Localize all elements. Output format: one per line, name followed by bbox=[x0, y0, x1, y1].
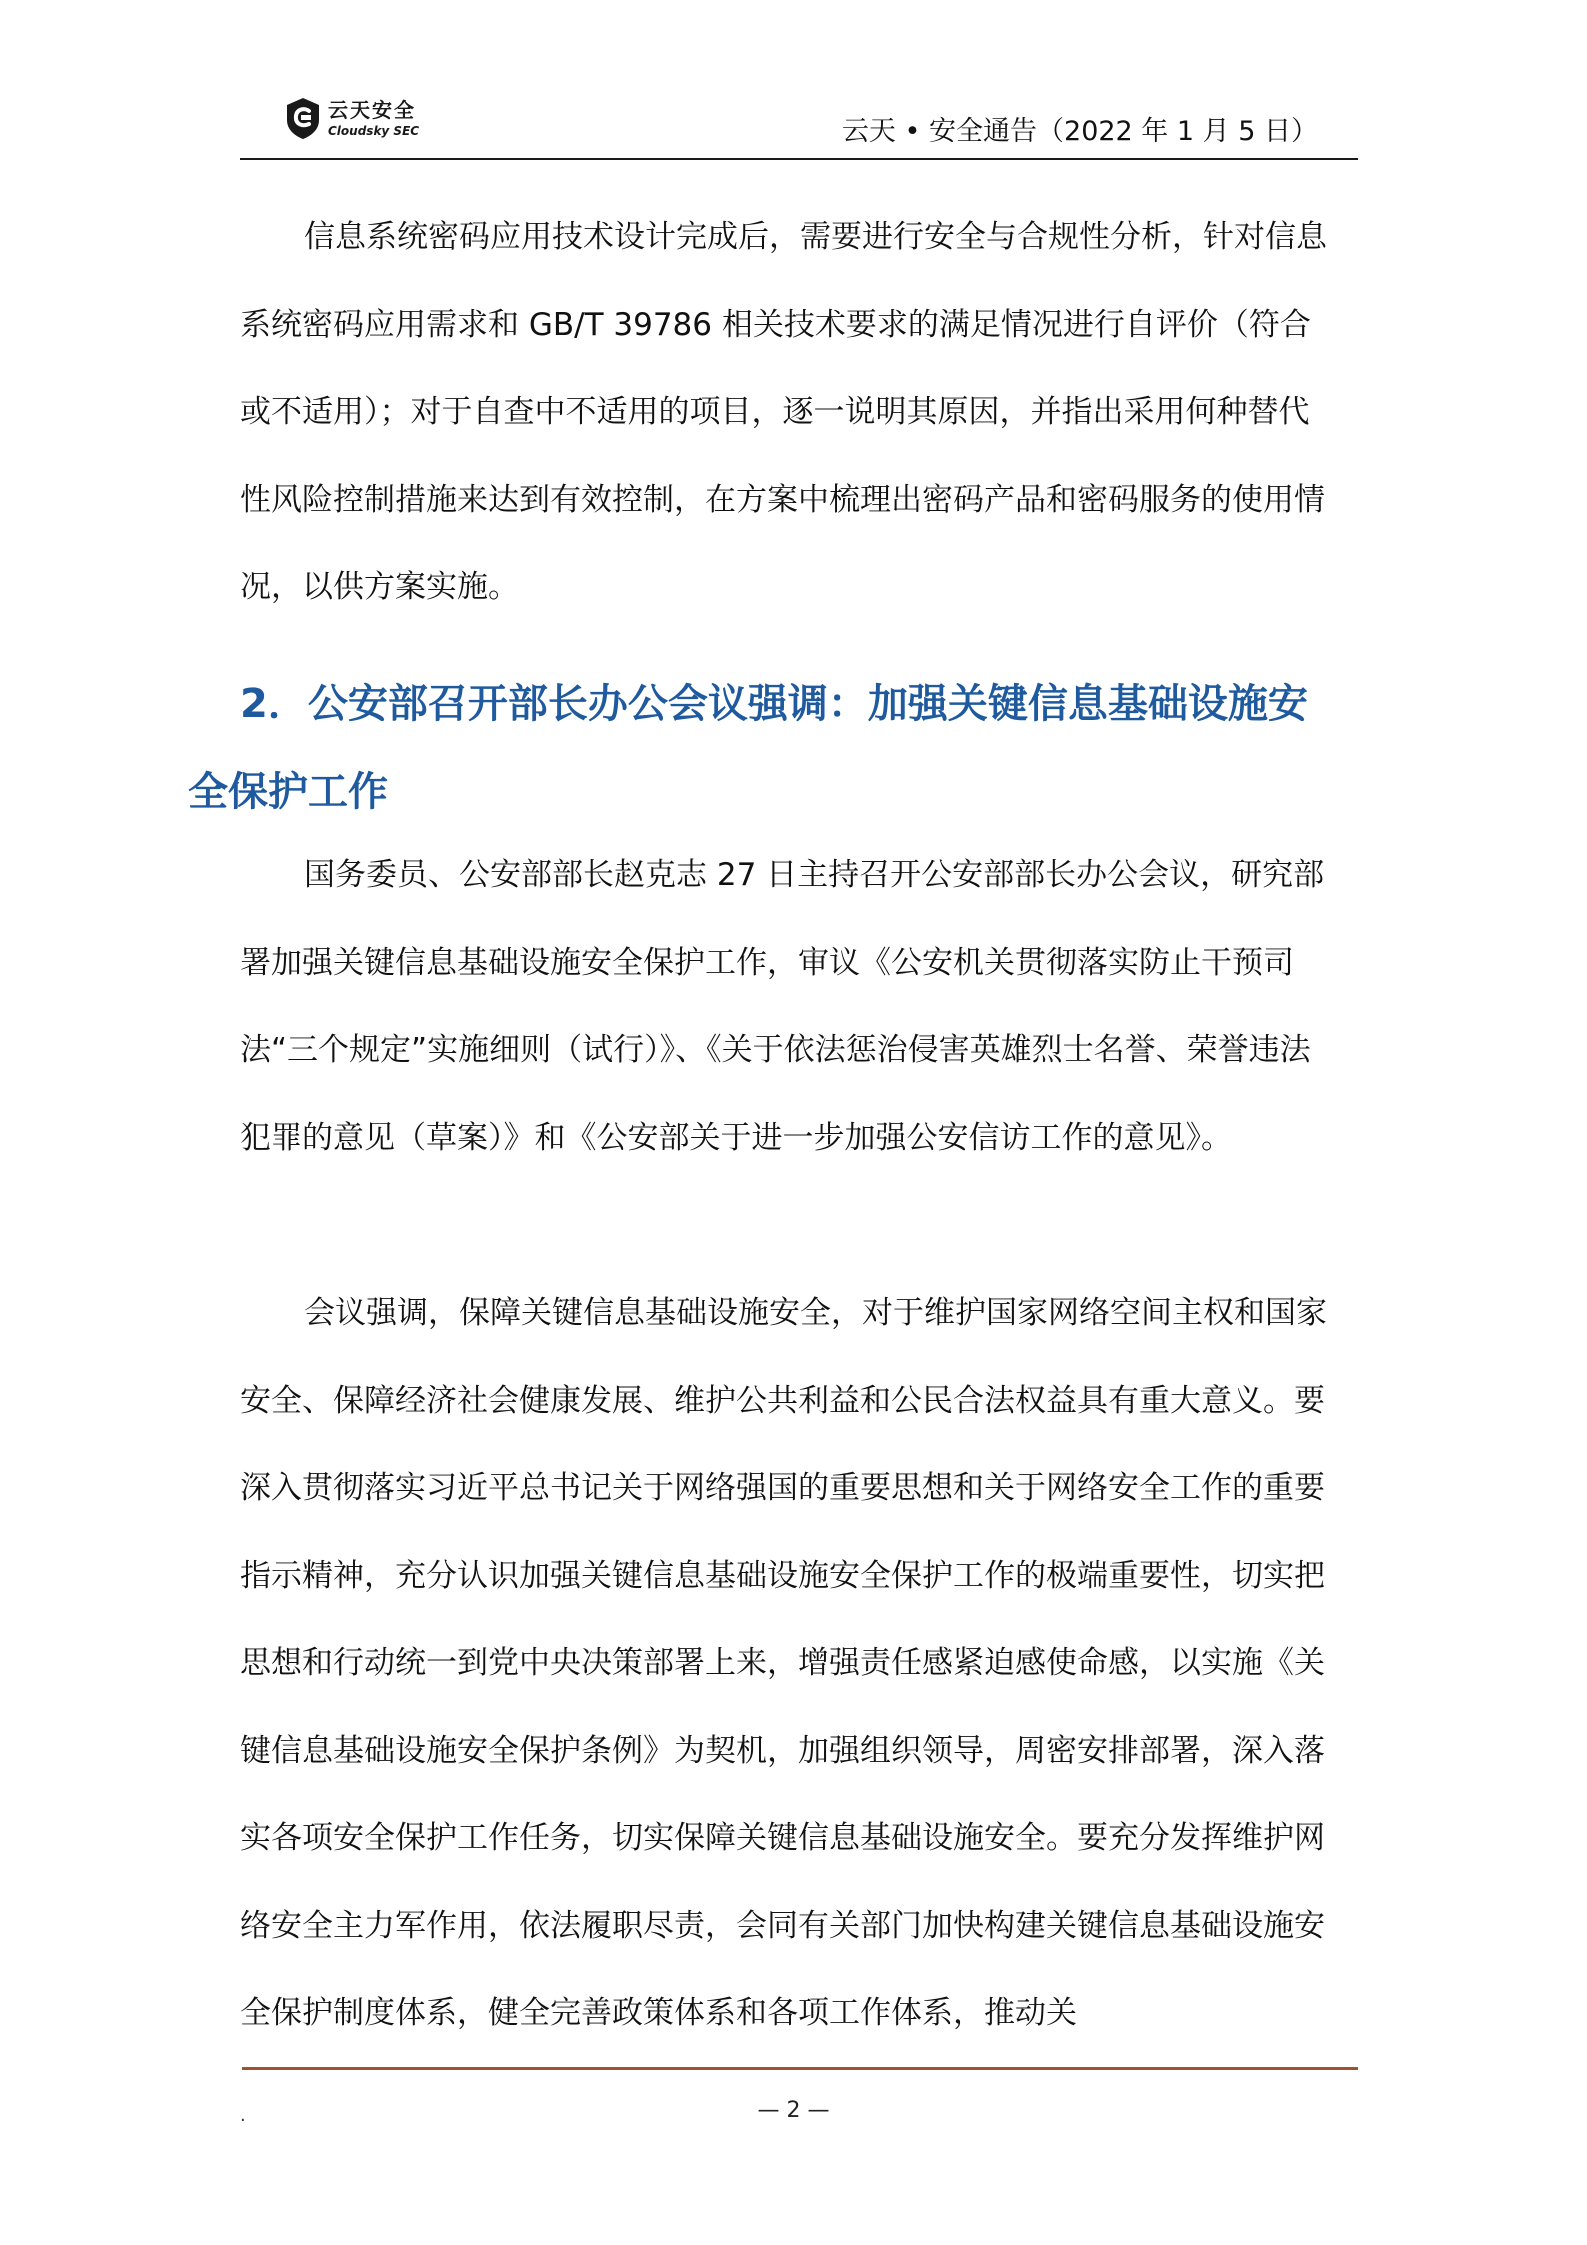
section-heading bbox=[188, 660, 1338, 836]
company-logo bbox=[284, 96, 584, 144]
header-title: 云天 • 安全通告（2022 年 1 月 5 日） bbox=[841, 116, 1318, 147]
body-paragraph-3: 会议强调，保障关键信息基础设施安全，对于维护国家网络空间主权和国家安全、保障经济社会健康发展、维护公共利益和公民合法权益具有重大意义。要深入贯彻落实习近平总书记关于网络强国的重要思想和关于网络安全工作的重要指示精神，充分认识加强关键信息基础设施安全保护工作的极端重要性，切实把思想和行动统一到党中央决策部署上来，增强责任感紧迫感使命感，以实施《关键信息基础设施安全保护条例》为契机，加强组织领导，周密安排部署，深入落实各项安全保护工作任务，切实保障关键信息基础设施安全。要充分发挥维护网络安全主力军作用，依法履职尽责，会同有关部门加快构建关键信息基础设施安全保护制度体系，健全完善政策体系和各项工作体系，推动关 bbox=[240, 1295, 1327, 2031]
section-number: 2． bbox=[240, 681, 308, 727]
logo-english-text: Cloudsky SEC bbox=[328, 124, 420, 138]
page-header bbox=[240, 90, 1358, 162]
footer-divider bbox=[242, 2067, 1358, 2070]
page-number: — 2 — bbox=[757, 2098, 830, 2123]
body-paragraph-2: 国务委员、公安部部长赵克志 27 日主持召开公安部部长办公会议，研究部署加强关键信息基础设施安全保护工作，审议《公安机关贯彻落实防止干预司法“三个规定”实施细则（试行）》、《关于依法惩治侵害英雄烈士名誉、荣誉违法犯罪的意见（草案）》和《公安部关于进一步加强公安信访工作的意见》。 bbox=[240, 857, 1325, 1156]
cloudsky-logo-icon bbox=[284, 96, 322, 140]
logo-chinese-text: 云天安全 bbox=[328, 98, 416, 122]
footer-mark: . bbox=[240, 2105, 246, 2126]
body-paragraph-1: 信息系统密码应用技术设计完成后，需要进行安全与合规性分析，针对信息系统密码应用需求和 GB/T 39786 相关技术要求的满足情况进行自评价（符合或不适用）；对于自查中不适用的项目，逐一说明其原因，并指出采用何种替代性风险控制措施来达到有效控制，在方案中梳理出密码产品和密码服务的使用情况，以供方案实施。 bbox=[240, 219, 1327, 605]
section-title: 公安部召开部长办公会议强调：加强关键信息基础设施安全保护工作 bbox=[188, 681, 1308, 815]
header-divider bbox=[240, 158, 1358, 160]
